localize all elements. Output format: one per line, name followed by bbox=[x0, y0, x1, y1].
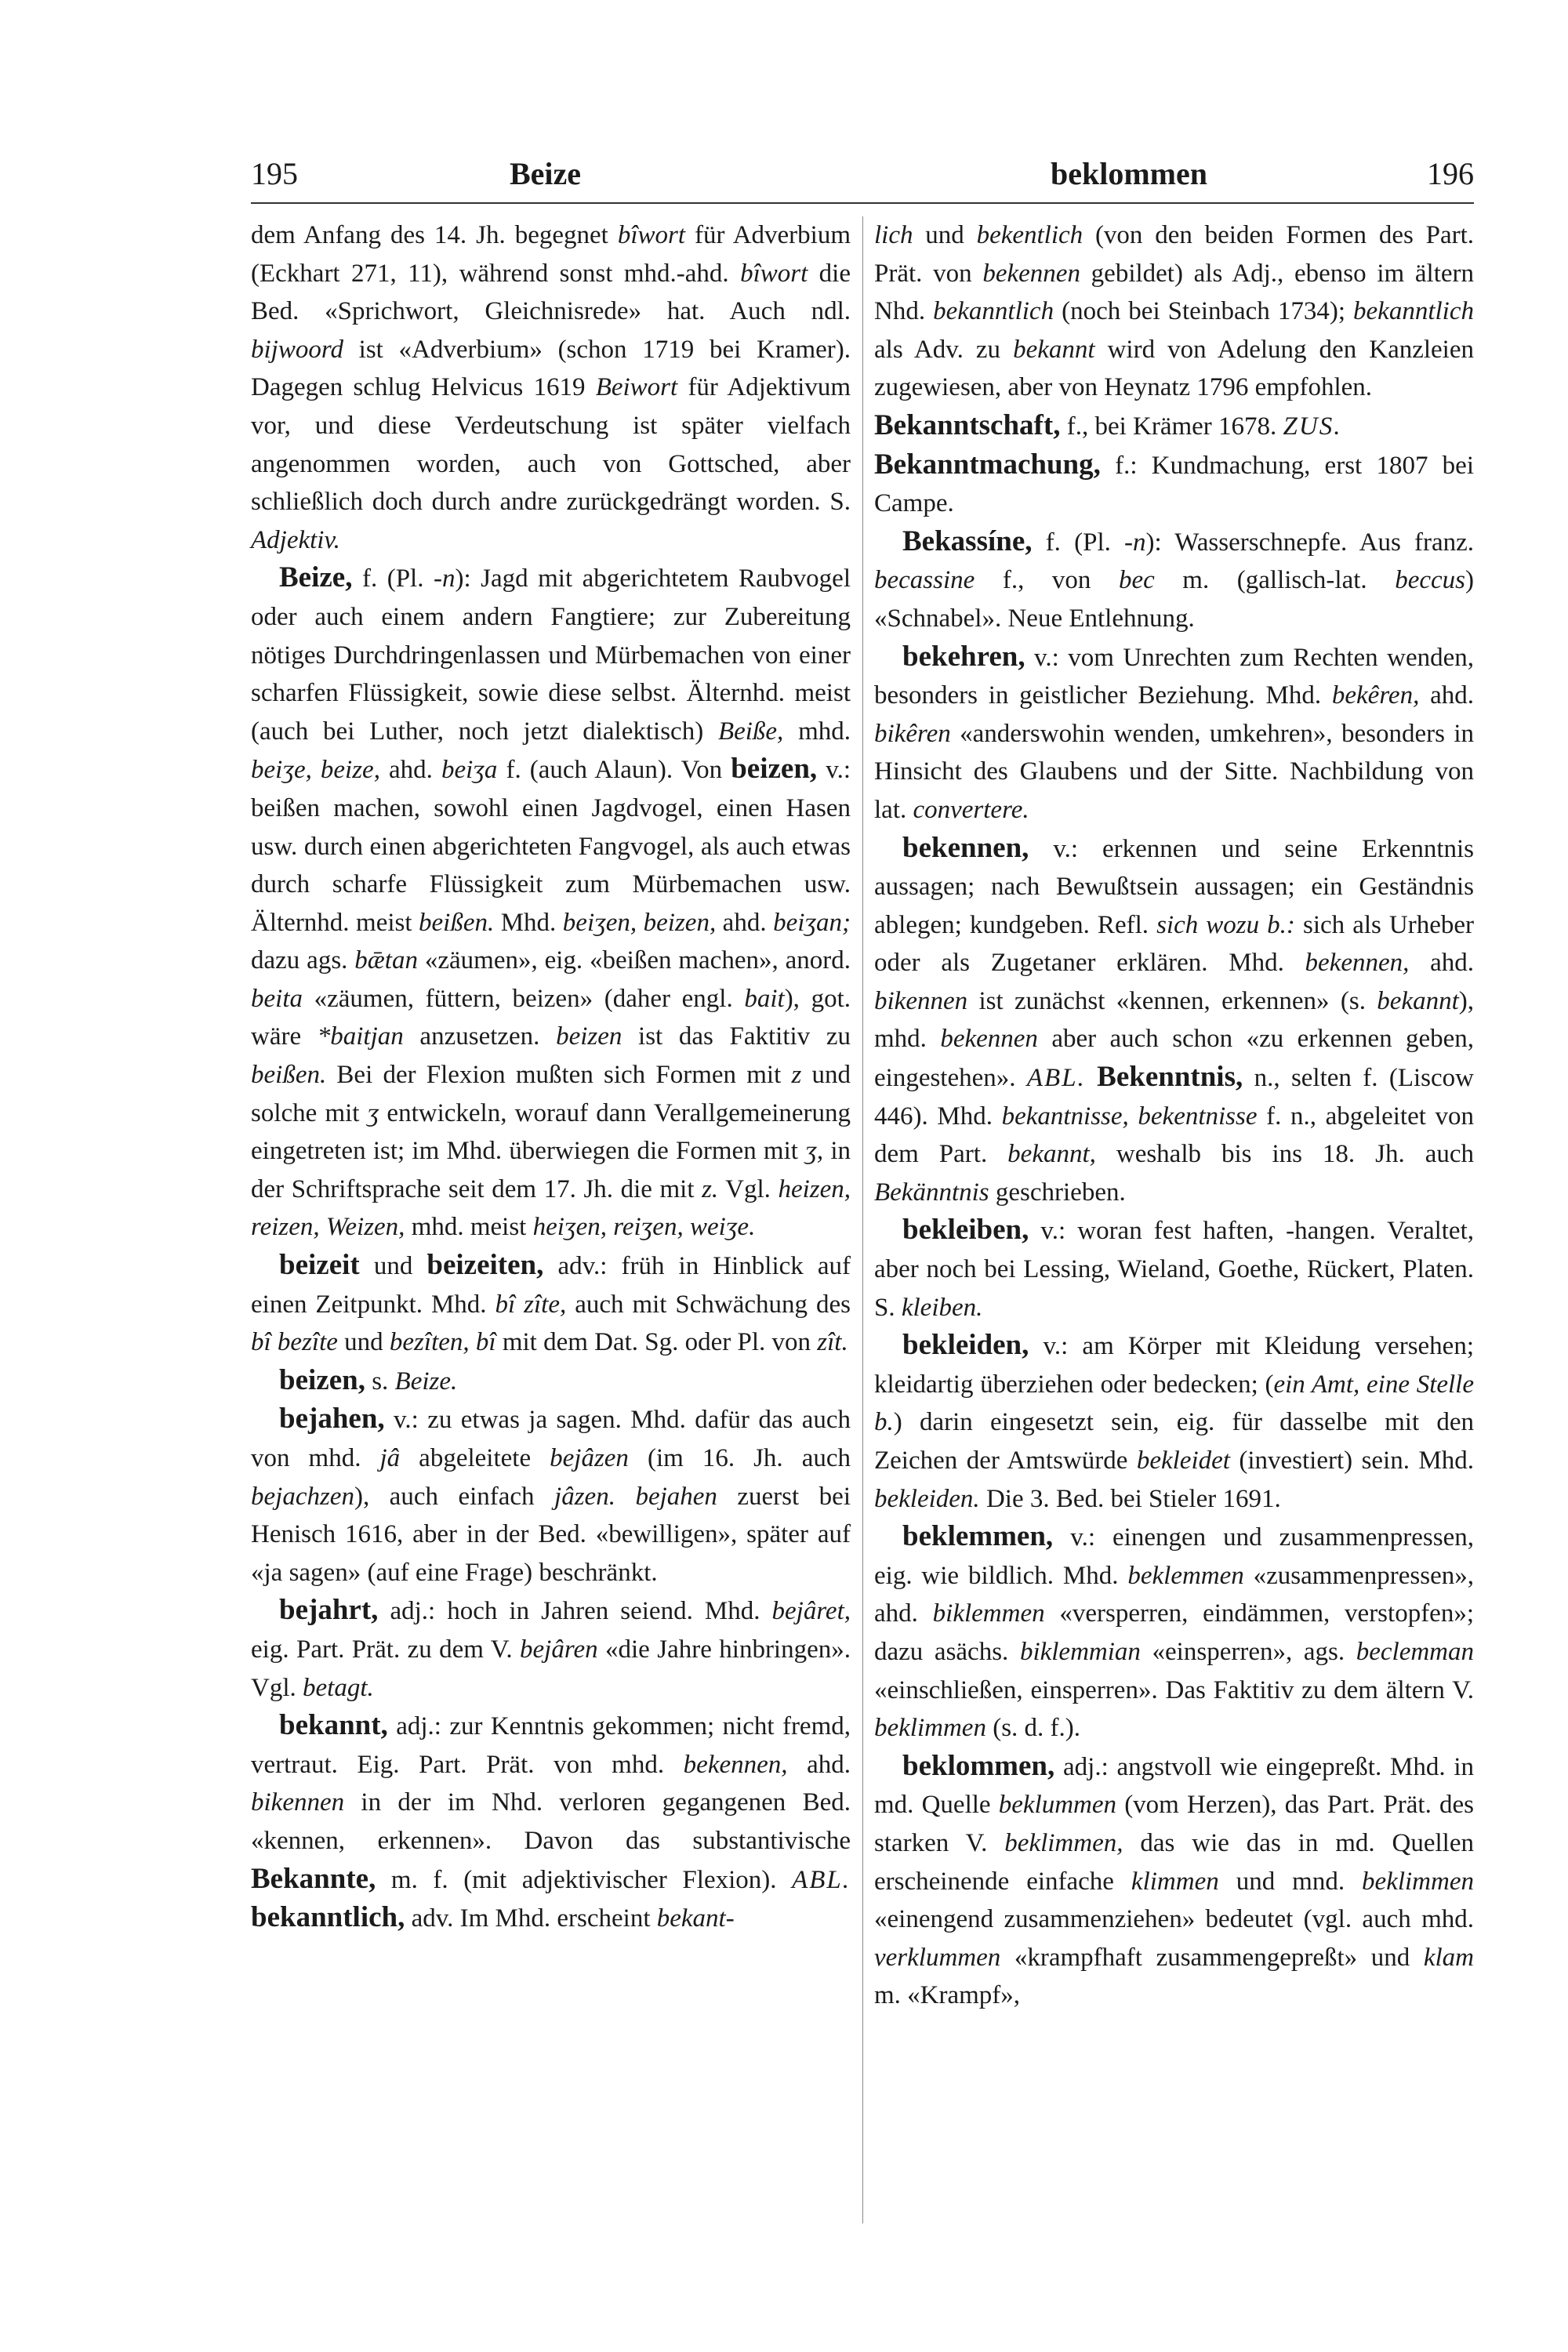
italic-text: beiʒen, beizen, bbox=[562, 908, 717, 937]
entry-text: (investiert) sein. Mhd. bbox=[1229, 1446, 1474, 1475]
dictionary-entry bbox=[251, 1707, 851, 1938]
entry-text: v.: beißen machen, sowohl einen Jagdvogel, einen Hasen usw. durch einen abgerichteten Fangvogel, als auch etwas durch scharfe Flüssigkeit zum Mürbemachen usw. Älternhd. meist bbox=[251, 756, 851, 937]
italic-text: bekentlich bbox=[976, 221, 1083, 249]
dictionary-entry bbox=[251, 1247, 851, 1362]
italic-text: Beize. bbox=[394, 1367, 458, 1396]
entry-text: v.: vom Unrechten zum Rechten wenden, besonders in geistlicher Beziehung. Mhd. bbox=[874, 643, 1474, 710]
italic-text: bikennen bbox=[251, 1788, 345, 1817]
dictionary-entry bbox=[251, 1592, 851, 1707]
italic-text: *baitjan bbox=[317, 1022, 404, 1051]
italic-text: bekêren, bbox=[1331, 681, 1420, 710]
entry-text bbox=[1086, 1064, 1097, 1092]
headword: Bekanntschaft, bbox=[874, 408, 1061, 441]
dictionary-entry bbox=[874, 523, 1474, 638]
dictionary-entry bbox=[251, 559, 851, 1247]
entry-text: und bbox=[337, 1328, 390, 1357]
entry-text: «die Jahre hinbringen». Vgl. bbox=[251, 1635, 851, 1702]
entry-text: und solche mit bbox=[251, 1061, 851, 1127]
italic-text: convertere. bbox=[913, 795, 1029, 824]
entry-text: ): Jagd mit abgerichtetem Raubvogel oder auch einem andern Fangtiere; zur Zubereitung nötiges Durchdringenlassen und Mürbemachen von einer scharfen Flüssigkeit, sowie diese selbst. Älternhd. meist (auch bei Luther, noch jetzt dialektisch) bbox=[251, 564, 851, 746]
italic-text: ʒ bbox=[367, 1098, 379, 1127]
italic-text: becassine bbox=[874, 566, 975, 595]
right-page-number: 196 bbox=[1427, 156, 1474, 191]
headword: bejahrt, bbox=[279, 1594, 379, 1627]
dictionary-entry bbox=[251, 1362, 851, 1401]
italic-text: bezîten, bî bbox=[389, 1328, 496, 1357]
entry-text: f. (auch Alaun). Von bbox=[497, 756, 731, 785]
italic-text: jâzen. bejahen bbox=[554, 1482, 717, 1511]
italic-text: beita bbox=[251, 984, 303, 1013]
entry-text: mhd. meist bbox=[405, 1213, 533, 1242]
entry-text: die Bed. «Sprichwort, Gleichnisrede» hat. Auch ndl. bbox=[251, 259, 851, 326]
entry-text: Die 3. Bed. bei Stieler 1691. bbox=[979, 1484, 1281, 1513]
dictionary-entry bbox=[251, 216, 851, 559]
dictionary-entry bbox=[874, 407, 1474, 446]
entry-text: zuerst bei Henisch 1616, aber in der Bed. «bewilligen», später auf «ja sagen» (auf eine Frage) beschränkt. bbox=[251, 1482, 851, 1587]
headword: bekehren, bbox=[902, 640, 1025, 673]
italic-text: bejâren bbox=[520, 1635, 598, 1664]
entry-text: weshalb bis ins 18. Jh. auch bbox=[1095, 1140, 1474, 1169]
italic-text: Beiwort bbox=[595, 373, 678, 402]
entry-text: v.: woran fest haften, -hangen. Veraltet, aber noch bei Lessing, Wieland, Goethe, Rückert, Platen. S. bbox=[874, 1217, 1474, 1322]
column-divider bbox=[862, 216, 863, 2223]
italic-text: bikêren bbox=[874, 719, 951, 748]
cross-reference-label: ZUS. bbox=[1283, 412, 1342, 441]
italic-text: bekleiden. bbox=[874, 1484, 980, 1513]
italic-text: ein Amt, eine Stelle b. bbox=[874, 1370, 1474, 1437]
italic-text: beiʒe, beize, bbox=[251, 756, 380, 785]
italic-text: bekennen, bbox=[683, 1750, 788, 1779]
cross-reference-label: ABL. bbox=[1026, 1064, 1086, 1093]
italic-text: verklummen bbox=[874, 1943, 1001, 1972]
entry-text: Mhd. bbox=[494, 908, 563, 937]
entry-text: ahd. bbox=[1409, 949, 1474, 978]
page-header bbox=[251, 155, 1474, 202]
entry-text: «zäumen», eig. «beißen machen», anord. bbox=[417, 946, 851, 975]
italic-text: biklemmen bbox=[932, 1599, 1045, 1628]
headword: Beize, bbox=[279, 561, 353, 594]
entry-text: f. (Pl. bbox=[352, 564, 434, 593]
entry-text: auch mit Schwächung des bbox=[566, 1290, 851, 1319]
entry-text: und bbox=[913, 221, 977, 249]
italic-text: beißen. bbox=[251, 1061, 327, 1090]
italic-text: bekannt bbox=[1377, 986, 1459, 1015]
italic-text: bait bbox=[744, 984, 785, 1013]
cross-reference-label: ABL. bbox=[792, 1865, 851, 1894]
entry-text: abgeleitete bbox=[400, 1444, 550, 1472]
headword: bekleiben, bbox=[902, 1214, 1029, 1247]
entry-text: anzusetzen. bbox=[403, 1022, 557, 1051]
dictionary-entry bbox=[874, 216, 1474, 407]
right-running-headword: beklommen bbox=[1051, 156, 1207, 191]
entry-text: f.: Kundmachung, erst 1807 bei Campe. bbox=[874, 451, 1474, 518]
entry-text: für Adverbium (Eckhart 271, 11), während sonst mhd.-ahd. bbox=[251, 221, 851, 288]
entry-text: n., selten f. (Liscow 446). Mhd. bbox=[874, 1064, 1474, 1131]
dictionary-entry bbox=[251, 1400, 851, 1592]
italic-text: bîwort bbox=[740, 259, 808, 288]
entry-text: ahd. bbox=[787, 1750, 851, 1779]
headword: beklommen, bbox=[902, 1749, 1055, 1782]
italic-text: bekennen, bbox=[1305, 949, 1410, 978]
dictionary-entry bbox=[874, 638, 1474, 829]
entry-text: ), mhd. bbox=[874, 986, 1474, 1054]
dictionary-entry bbox=[874, 1518, 1474, 1748]
entry-text: adj.: hoch in Jahren seiend. Mhd. bbox=[378, 1597, 772, 1626]
dictionary-entry bbox=[874, 1748, 1474, 2015]
entry-text: v.: erkennen und seine Erkenntnis aussagen; nach Bewußtsein aussagen; ein Geständnis ablegen; kundgeben. Refl. bbox=[874, 834, 1474, 939]
entry-text: s. bbox=[365, 1367, 395, 1396]
entry-text: und mnd. bbox=[1218, 1867, 1363, 1896]
headword: beizen, bbox=[731, 753, 818, 786]
italic-text: jâ bbox=[379, 1444, 401, 1472]
italic-text: beclemman bbox=[1356, 1637, 1475, 1666]
headword: beklemmen, bbox=[902, 1520, 1054, 1553]
italic-text: bî zîte, bbox=[495, 1290, 567, 1319]
left-page-number: 195 bbox=[251, 156, 298, 191]
entry-text: «einengend zusammenziehen» bedeutet (vgl. auch mhd. bbox=[874, 1905, 1474, 1934]
entry-text: ahd. bbox=[1419, 681, 1475, 710]
italic-text: Bekänntnis bbox=[874, 1178, 989, 1207]
entry-text: f., von bbox=[975, 566, 1119, 595]
italic-text: z bbox=[791, 1061, 802, 1090]
italic-text: beklimmen bbox=[1362, 1867, 1474, 1896]
italic-text: bekannt, bbox=[1007, 1140, 1096, 1169]
dictionary-entry bbox=[874, 1327, 1474, 1518]
headword: bekannt, bbox=[279, 1709, 388, 1742]
headword: bekleiden, bbox=[902, 1329, 1029, 1362]
entry-text: f., bei Krämer 1678. bbox=[1060, 412, 1283, 441]
entry-text: adj.: angstvoll wie eingepreßt. Mhd. in md. Quelle bbox=[874, 1752, 1474, 1820]
italic-text: beiʒa bbox=[441, 756, 498, 785]
italic-text: beklummen bbox=[998, 1791, 1117, 1820]
entry-text: (noch bei Steinbach 1734); bbox=[1054, 297, 1354, 326]
entry-text: «anderswohin wenden, umkehren», besonders in Hinsicht des Glaubens und der Sitte. Nachbildung von lat. bbox=[874, 719, 1474, 824]
italic-text: heiʒen, reiʒen, weiʒe. bbox=[532, 1213, 756, 1242]
entry-text: ahd. bbox=[716, 908, 774, 937]
dictionary-entry bbox=[874, 1211, 1474, 1327]
entry-text: als Adv. zu bbox=[874, 335, 1014, 364]
entry-text: «einschließen, einsperren». Das Faktitiv zu dem ältern V. bbox=[874, 1675, 1474, 1704]
italic-text: betagt. bbox=[303, 1673, 374, 1702]
entry-text: mhd. bbox=[783, 717, 851, 746]
italic-text: klimmen bbox=[1131, 1867, 1219, 1896]
italic-text: bejâzen bbox=[550, 1444, 629, 1472]
entry-text: dazu ags. bbox=[251, 946, 355, 975]
entry-text: «krampfhaft zusammengepreßt» und bbox=[1000, 1943, 1424, 1972]
italic-text: bekanntlich bbox=[933, 297, 1054, 326]
entry-text: (im 16. Jh. auch bbox=[628, 1444, 851, 1472]
entry-text: ), got. wäre bbox=[251, 984, 851, 1051]
entry-text: m. (gallisch-lat. bbox=[1154, 566, 1396, 595]
entry-text: wird von Adelung den Kanzleien zugewiesen, aber von Heynatz 1796 empfohlen. bbox=[874, 335, 1474, 402]
left-column bbox=[251, 216, 851, 1938]
headword: bekennen, bbox=[902, 831, 1029, 864]
headword: Bekenntnis, bbox=[1097, 1061, 1243, 1094]
italic-text: bekleidet bbox=[1136, 1446, 1230, 1475]
entry-text: geschrieben. bbox=[989, 1178, 1126, 1207]
italic-text: bekantnisse, bekentnisse bbox=[1001, 1102, 1258, 1131]
entry-text: «zusammenpressen», ahd. bbox=[874, 1561, 1474, 1628]
italic-text: bekennen bbox=[940, 1025, 1038, 1054]
entry-text: v.: einengen und zusammenpressen, eig. wie bildlich. Mhd. bbox=[874, 1523, 1474, 1590]
italic-text: kleiben. bbox=[901, 1293, 983, 1322]
italic-text: z. bbox=[702, 1174, 719, 1203]
italic-text: beiʒan; bbox=[773, 908, 851, 937]
italic-text: beißen. bbox=[419, 908, 495, 937]
entry-text: eig. Part. Prät. zu dem V. bbox=[251, 1635, 521, 1664]
entry-text: (von den beiden Formen des Part. Prät. von bbox=[874, 221, 1475, 288]
italic-text: bekennen bbox=[982, 259, 1080, 288]
entry-text: sich als Urheber oder als Zugetaner erklären. Mhd. bbox=[874, 910, 1475, 978]
italic-text: Adjektiv. bbox=[251, 525, 340, 554]
headword: beizeit bbox=[279, 1249, 360, 1282]
entry-text: für Adjektivum vor, und diese Verdeutschung ist später vielfach angenommen worden, auch von Gottsched, aber schließlich doch durch andre zurückgedrängt worden. S. bbox=[251, 373, 851, 517]
entry-text: und bbox=[359, 1252, 427, 1281]
headword: bekanntlich, bbox=[251, 1901, 405, 1934]
entry-text: Vgl. bbox=[718, 1174, 779, 1203]
entry-text: «versperren, eindämmen, verstopfen»; dazu asächs. bbox=[874, 1599, 1474, 1666]
dictionary-entry bbox=[874, 829, 1474, 1212]
italic-text: beccus bbox=[1395, 566, 1465, 595]
entry-text: dem Anfang des 14. Jh. begegnet bbox=[251, 221, 618, 249]
italic-text: bikennen bbox=[874, 986, 968, 1015]
header-rule bbox=[251, 202, 1474, 204]
left-running-headword: Beize bbox=[510, 156, 582, 191]
italic-text: biklemmian bbox=[1019, 1637, 1141, 1666]
entry-text: (vom Herzen), das Part. Prät. des starken V. bbox=[874, 1791, 1474, 1857]
headword: Bekannte, bbox=[251, 1862, 376, 1895]
entry-text: m. «Krampf», bbox=[874, 1981, 1021, 2010]
headword: Bekanntmachung, bbox=[874, 448, 1101, 481]
entry-text: ahd. bbox=[379, 756, 441, 785]
entry-text: in der im Nhd. verloren gegangenen Bed. «kennen, erkennen». Davon das substantivische bbox=[251, 1788, 851, 1855]
entry-text: in der Schriftsprache seit dem 17. Jh. die mit bbox=[251, 1137, 851, 1203]
entry-text: mit dem Dat. Sg. oder Pl. von bbox=[495, 1328, 818, 1357]
italic-text: bîwort bbox=[617, 221, 686, 249]
entry-text: ist zunächst «kennen, erkennen» (s. bbox=[967, 986, 1377, 1015]
headword: bejahen, bbox=[279, 1403, 385, 1436]
entry-text: ist «Adverbium» (schon 1719 bei Kramer). Dagegen schlug Helvicus 1619 bbox=[251, 335, 851, 402]
italic-text: beklimmen bbox=[874, 1714, 986, 1743]
entry-text: Bei der Flexion mußten sich Formen mit bbox=[326, 1061, 792, 1090]
entry-text: das wie das in md. Quellen erscheinende einfache bbox=[874, 1828, 1474, 1896]
italic-text: klam bbox=[1423, 1943, 1474, 1972]
entry-text: adj.: zur Kenntnis gekommen; nicht fremd, vertraut. Eig. Part. Prät. von mhd. bbox=[251, 1712, 851, 1779]
entry-text: «zäumen, füttern, beizen» (daher engl. bbox=[302, 984, 745, 1013]
italic-text: bijwoord bbox=[251, 335, 343, 364]
italic-text: ʒ, bbox=[805, 1137, 824, 1166]
entry-text: f. (Pl. bbox=[1032, 528, 1125, 557]
entry-text: (s. d. f.). bbox=[985, 1714, 1081, 1743]
italic-text: lich bbox=[874, 221, 913, 249]
italic-text: zît. bbox=[817, 1328, 848, 1357]
entry-text: aber auch schon «zu erkennen geben, eingestehen». bbox=[874, 1025, 1475, 1093]
entry-text: gebildet) als Adj., ebenso im ältern Nhd. bbox=[874, 259, 1474, 326]
italic-text: -n bbox=[1124, 528, 1146, 557]
headword: beizeiten, bbox=[426, 1249, 544, 1282]
italic-text: bec bbox=[1118, 566, 1155, 595]
headword: Bekassíne, bbox=[902, 524, 1033, 557]
italic-text: bî bezîte bbox=[251, 1328, 338, 1357]
italic-text: -n bbox=[433, 564, 456, 593]
entry-text: adv. Im Mhd. erscheint bbox=[405, 1904, 657, 1933]
entry-text: ist das Faktitiv zu bbox=[622, 1022, 851, 1051]
italic-text: bejachzen bbox=[251, 1482, 354, 1511]
italic-text: sich wozu b.: bbox=[1156, 910, 1295, 939]
italic-text: bekant- bbox=[656, 1904, 735, 1933]
entry-text: entwickeln, worauf dann Verallgemeinerung eingetreten ist; im Mhd. überwiegen die Formen mit bbox=[251, 1098, 851, 1166]
italic-text: beizen bbox=[556, 1022, 622, 1051]
entry-text: ): Wasserschnepfe. Aus franz. bbox=[1145, 528, 1475, 557]
entry-text: f. n., abgeleitet von dem Part. bbox=[874, 1102, 1474, 1169]
italic-text: heizen, reizen, Weizen, bbox=[251, 1174, 851, 1242]
right-column bbox=[874, 216, 1474, 2015]
italic-text: beklemmen bbox=[1127, 1561, 1244, 1590]
italic-text: bejâret, bbox=[771, 1597, 851, 1626]
italic-text: bekanntlich bbox=[1353, 297, 1474, 326]
entry-text: ) «Schnabel». Neue Entlehnung. bbox=[874, 566, 1474, 633]
entry-text: v.: zu etwas ja sagen. Mhd. dafür das auch von mhd. bbox=[251, 1406, 851, 1472]
entry-text: m. f. (mit adjektivischer Flexion). bbox=[376, 1865, 793, 1894]
entry-text: adv.: früh in Hinblick auf einen Zeitpunkt. Mhd. bbox=[251, 1252, 851, 1319]
headword: beizen, bbox=[279, 1363, 365, 1396]
entry-text: v.: am Körper mit Kleidung versehen; kleidartig überziehen oder bedecken; ( bbox=[874, 1332, 1474, 1399]
entry-text: ) darin eingesetzt sein, eig. für dasselbe mit den Zeichen der Amtswürde bbox=[874, 1408, 1474, 1475]
italic-text: bǣtan bbox=[354, 946, 418, 975]
dictionary-entry bbox=[874, 446, 1474, 523]
entry-text: ), auch einfach bbox=[354, 1482, 555, 1511]
italic-text: beklimmen, bbox=[1004, 1828, 1123, 1857]
italic-text: Beiße, bbox=[717, 717, 784, 746]
entry-text: «einsperren», ags. bbox=[1140, 1637, 1356, 1666]
italic-text: bekannt bbox=[1013, 335, 1095, 364]
